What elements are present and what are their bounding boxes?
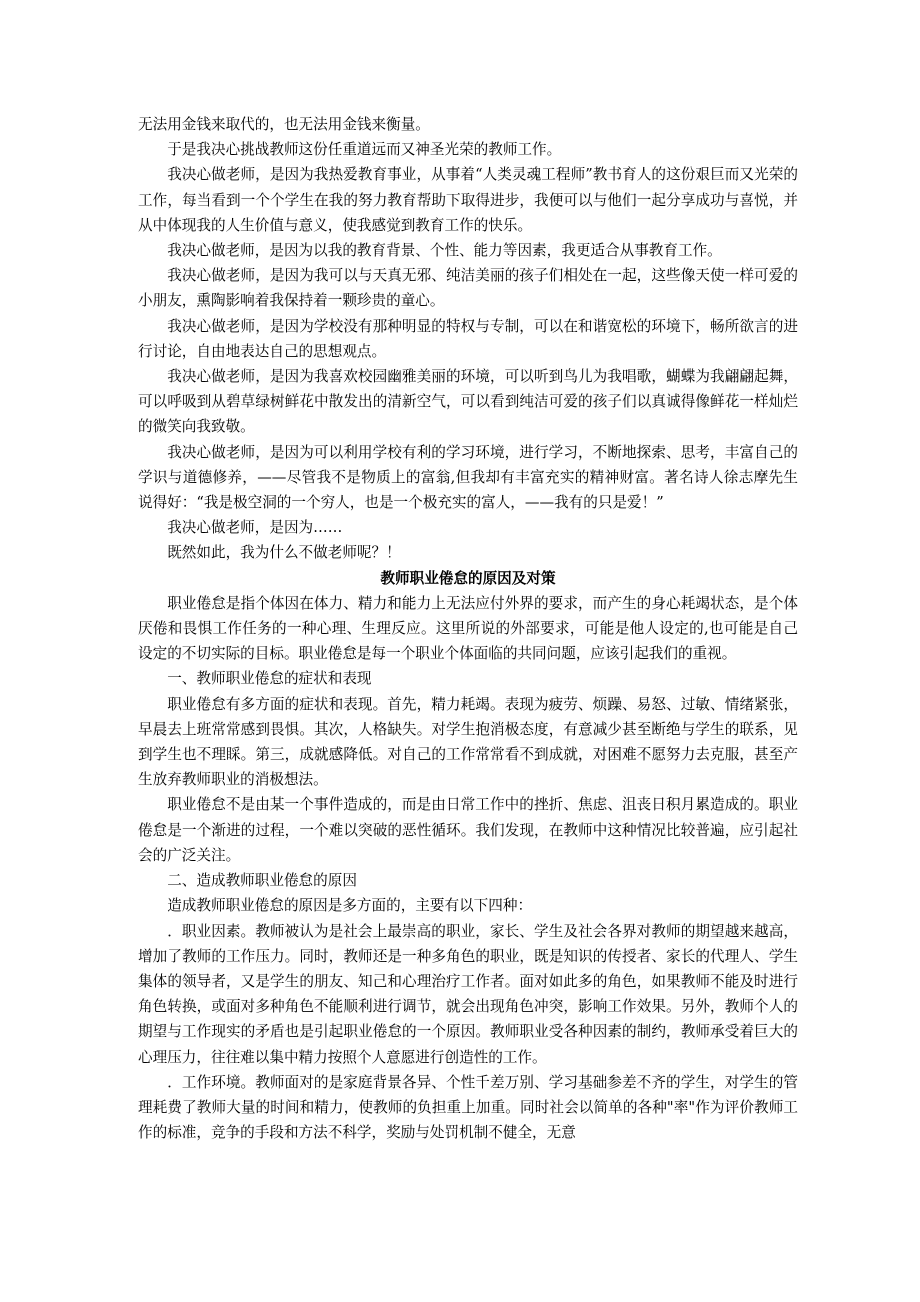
document-page xyxy=(138,112,798,1145)
paragraph: 造成教师职业倦怠的原因是多方面的，主要有以下四种： xyxy=(167,897,533,915)
paragraph: 既然如此，我为什么不做老师呢？！ xyxy=(167,544,401,562)
list-item: ．工作环境。教师面对的是家庭背景各异、个性千差万别、学习基础参差不齐的学生，对学生的管理耗费了教师大量的时间和精力，使教师的负担重上加重。同时社会以简单的各种"率"作为评价教师工作的标准，竞争的手段和方法不科学，奖励与处罚机制不健全，无意 xyxy=(138,1073,798,1142)
paragraph: 我决心做老师，是因为…… xyxy=(167,519,343,537)
section-title: 教师职业倦怠的原因及对策 xyxy=(380,569,556,587)
paragraph: 职业倦怠不是由某一个事件造成的，而是由日常工作中的挫折、焦虑、沮丧日积月累造成的。职业倦怠是一个渐进的过程，一个难以突破的恶性循环。我们发现，在教师中这种情况比较普遍，应引起社会的广泛关注。 xyxy=(138,796,798,864)
paragraph: 我决心做老师，是因为学校没有那种明显的特权与专制，可以在和谐宽松的环境下，畅所欲言的进行讨论，自由地表达自己的思想观点。 xyxy=(138,317,798,360)
paragraph: 职业倦怠有多方面的症状和表现。首先，精力耗竭。表现为疲劳、烦躁、易怒、过敏、情绪紧张，早晨去上班常常感到畏惧。其次，人格缺失。对学生抱消极态度，有意减少甚至断绝与学生的联系，见到学生也不理睬。第三，成就感降低。对自己的工作常常看不到成就，对困难不愿努力去克服，甚至产生放弃教师职业的消极想法。 xyxy=(138,695,798,789)
paragraph: 于是我决心挑战教师这份任重道远而又神圣光荣的教师工作。 xyxy=(167,141,562,159)
paragraph: 我决心做老师，是因为我喜欢校园幽雅美丽的环境，可以听到鸟儿为我唱歌，蝴蝶为我翩翩起舞，可以呼吸到从碧草绿树鲜花中散发出的清新空气，可以看到纯洁可爱的孩子们以真诚得像鲜花一样灿烂的微笑向我致敬。 xyxy=(138,368,798,436)
paragraph: 职业倦怠是指个体因在体力、精力和能力上无法应付外界的要求，而产生的身心耗竭状态，是个体厌倦和畏惧工作任务的一种心理、生理反应。这里所说的外部要求，可能是他人设定的,也可能是自己设定的不切实际的目标。职业倦怠是每一个职业个体面临的共同问题，应该引起我们的重视。 xyxy=(138,594,798,663)
paragraph: 我决心做老师，是因为我可以与天真无邪、纯洁美丽的孩子们相处在一起，这些像天使一样可爱的小朋友，熏陶影响着我保持着一颗珍贵的童心。 xyxy=(138,267,798,310)
paragraph: 我决心做老师，是因为以我的教育背景、个性、能力等因素，我更适合从事教育工作。 xyxy=(167,242,722,260)
section-heading: 二、造成教师职业倦怠的原因 xyxy=(167,872,357,890)
paragraph: 我决心做老师，是因为可以利用学校有利的学习环境，进行学习，不断地探索、思考，丰富自己的学识与道德修养，——尽管我不是物质上的富翁,但我却有丰富充实的精神财富。著名诗人徐志摩先生说得好：“我是极空洞的一个穷人，也是一个极充实的富人，——我有的只是爱！” xyxy=(138,443,798,512)
paragraph: 我决心做老师，是因为我热爱教育事业，从事着“人类灵魂工程师”教书育人的这份艰巨而又光荣的工作，每当看到一个个学生在我的努力教育帮助下取得进步，我便可以与他们一起分享成功与喜悦，并从中体现我的人生价值与意义，使我感觉到教育工作的快乐。 xyxy=(138,166,798,234)
paragraph: 无法用金钱来取代的，也无法用金钱来衡量。 xyxy=(138,116,430,133)
list-item: ．职业因素。教师被认为是社会上最崇高的职业，家长、学生及社会各界对教师的期望越来越高，增加了教师的工作压力。同时，教师还是一种多角色的职业，既是知识的传授者、家长的代理人、学生集体的领导者，又是学生的朋友、知己和心理治疗工作者。面对如此多的角色，如果教师不能及时进行角色转换，或面对多种角色不能顺利进行调节，就会出现角色冲突，影响工作效果。另外，教师个人的期望与工作现实的矛盾也是引起职业倦怠的一个原因。教师职业受各种因素的制约，教师承受着巨大的心理压力，往往难以集中精力按照个人意愿进行创造性的工作。 xyxy=(138,922,798,1066)
section-heading: 一、教师职业倦怠的症状和表现 xyxy=(167,670,372,688)
